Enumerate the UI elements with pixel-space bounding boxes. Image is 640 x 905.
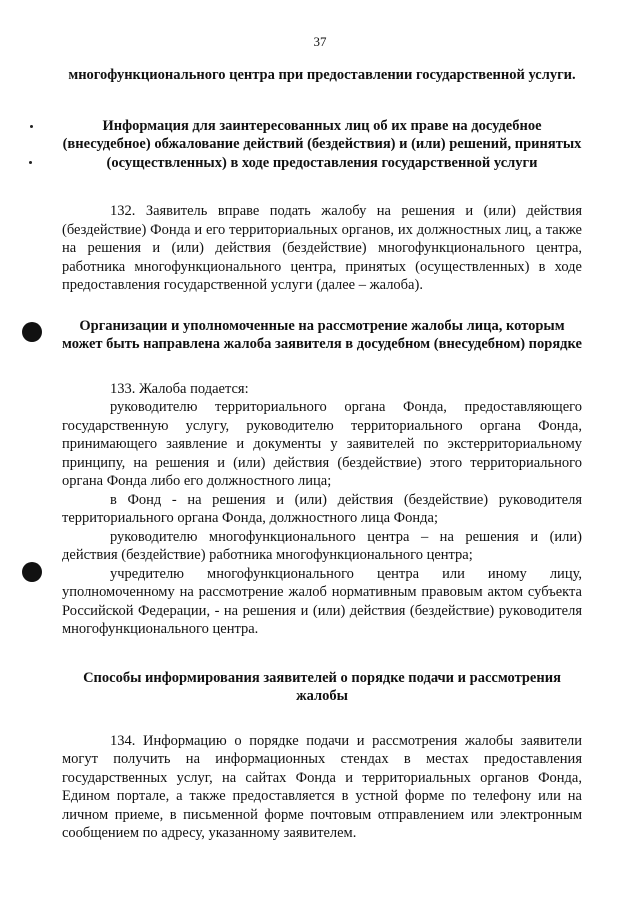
paragraph-133-item: руководителю многофункционального центра – на решения и (или) действия (бездействие) работника многофункционального центра;	[62, 528, 582, 563]
punch-hole-bottom	[22, 562, 42, 582]
heading-rights: Информация для заинтересованных лиц об их праве на досудебное (внесудебное) обжалование действий (бездействия) и (или) решений, принятых (осуществленных) в ходе предоставления государственной услуги	[62, 117, 582, 171]
document-body	[62, 66, 582, 843]
paragraph-133-item: руководителю территориального органа Фонда, предоставляющего государственную услугу, руководителю территориального органа Фонда, принимающего заявление и документы у заявителей по экстерриториальному принципу, на решения и (или) действия (бездействие) этого территориального органа Фонда либо его должностного лица;	[62, 399, 582, 489]
scan-dot-1	[30, 125, 33, 128]
heading-intro: многофункционального центра при предоставлении государственной услуги.	[68, 67, 576, 83]
page-number: 37	[313, 34, 327, 49]
paragraph-132: 132. Заявитель вправе подать жалобу на решения и (или) действия (бездействие) Фонда и его территориальных органов, их должностных лиц, а также на решения и (или) действия (бездействие) многофункционального центра, работника многофункционального центра, принятых (осуществленных) в ходе предоставления государственной услуги (далее – жалоба).	[62, 203, 582, 293]
punch-hole-top	[22, 322, 42, 342]
heading-methods: Способы информирования заявителей о порядке подачи и рассмотрения жалобы	[83, 669, 561, 704]
paragraph-133-item: учредителю многофункционального центра или иному лицу, уполномоченному на рассмотрение жалоб нормативным правовым актом субъекта Российской Федерации, - на решения и (или) действия (бездействие) руководителя многофункционального центра.	[62, 565, 582, 637]
scan-dot-2	[29, 161, 32, 164]
heading-organizations: Организации и уполномоченные на рассмотрение жалобы лица, которым может быть направлена жалоба заявителя в досудебном (внесудебном) порядке	[62, 317, 582, 352]
paragraph-133-item: в Фонд - на решения и (или) действия (бездействие) руководителя территориального органа Фонда, должностного лица Фонда;	[62, 491, 582, 526]
paragraph-134: 134. Информацию о порядке подачи и рассмотрения жалобы заявители могут получить на информационных стендах в местах предоставления государственных услуг, на сайтах Фонда и территориальных органов Фонда, Едином портале, а также предоставляется в устной форме по телефону или на личном приеме, в письменной форме почтовым отправлением или электронным сообщением по адресу, указанному заявителем.	[62, 732, 582, 841]
paragraph-133-intro: 133. Жалоба подается:	[110, 380, 249, 397]
